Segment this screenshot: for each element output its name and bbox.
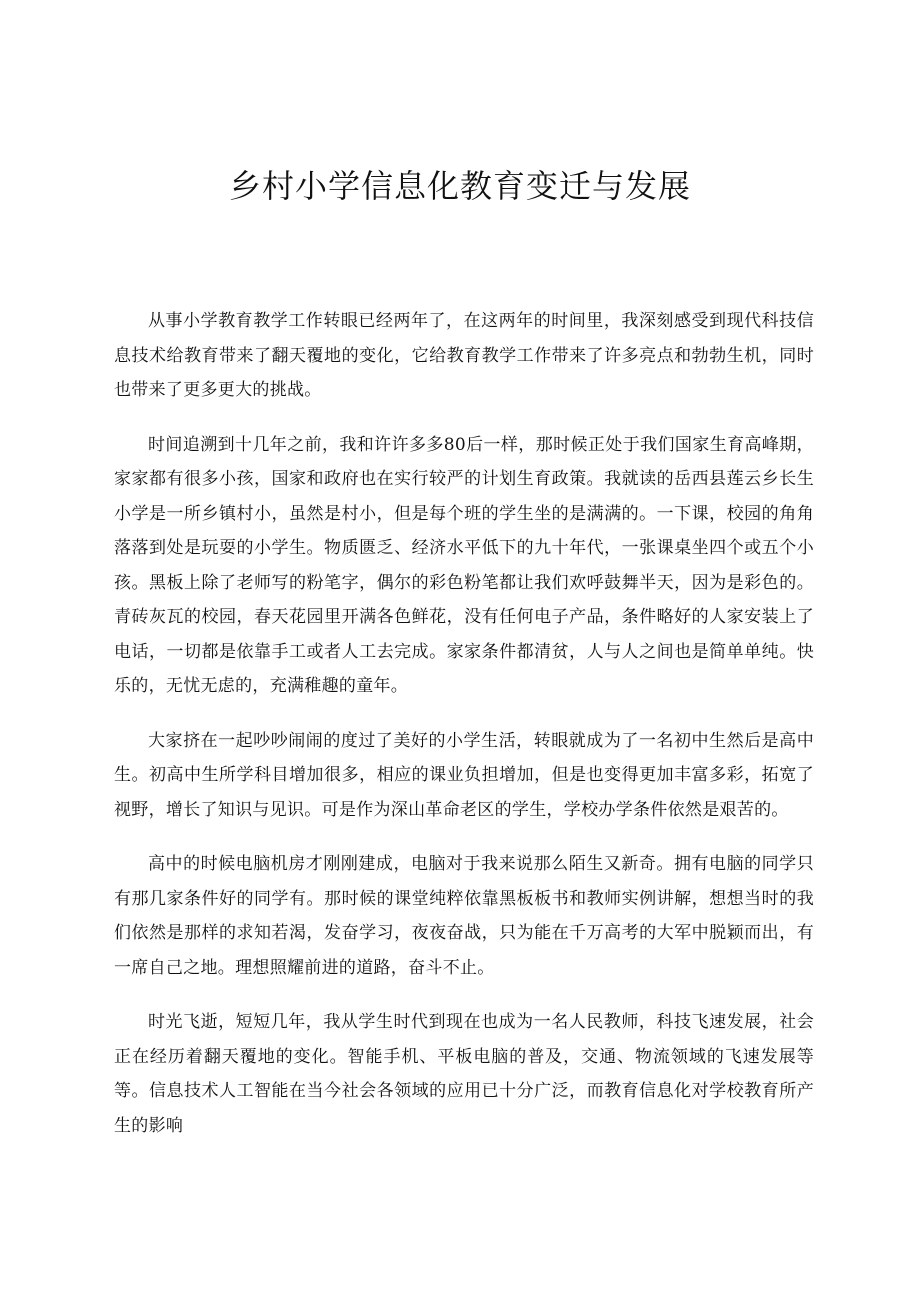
paragraph-1: 从事小学教育教学工作转眼已经两年了，在这两年的时间里，我深刻感受到现代科技信息技术给教育带来了翻天覆地的变化，它给教育教学工作带来了许多亮点和勃勃生机，同时也带来了更多更大的挑战。: [114, 311, 814, 400]
document-title: 乡村小学信息化教育变迁与发展: [228, 167, 691, 205]
paragraph-2: 时间追溯到十几年之前，我和许许多多80后一样，那时候正处于我们国家生育高峰期，家家都有很多小孩，国家和政府也在实行较严的计划生育政策。我就读的岳西县莲云乡长生小学是一所乡镇村小，虽然是村小，但是每个班的学生坐的是满满的。一下课，校园的角角落落到处是玩耍的小学生。物质匮乏、经济水平低下的九十年代，一张课桌坐四个或五个小孩。黑板上除了老师写的粉笔字，偶尔的彩色粉笔都让我们欢呼鼓舞半天，因为是彩色的。青砖灰瓦的校园，春天花园里开满各色鲜花，没有任何电子产品，条件略好的人家安装上了电话，一切都是依靠手工或者人工去完成。家家条件都清贫，人与人之间也是简单单纯。快乐的，无忧无虑的，充满稚趣的童年。: [114, 434, 814, 696]
paragraph-3: 大家挤在一起吵吵闹闹的度过了美好的小学生活，转眼就成为了一名初中生然后是高中生。初高中生所学科目增加很多，相应的课业负担增加，但是也变得更加丰富多彩，拓宽了视野，增长了知识与见识。可是作为深山革命老区的学生，学校办学条件依然是艰苦的。: [114, 730, 814, 820]
document-body: [114, 304, 814, 1163]
paragraph-5: 时光飞逝，短短几年，我从学生时代到现在也成为一名人民教师，科技飞速发展，社会正在经历着翻天覆地的变化。智能手机、平板电脑的普及，交通、物流领域的飞速发展等等。信息技术人工智能在当今社会各领域的应用已十分广泛，而教育信息化对学校教育所产生的影响: [114, 1012, 814, 1136]
paragraph-4: 高中的时候电脑机房才刚刚建成，电脑对于我来说那么陌生又新奇。拥有电脑的同学只有那几家条件好的同学有。那时候的课堂纯粹依靠黑板板书和教师实例讲解，想想当时的我们依然是那样的求知若渴，发奋学习，夜夜奋战，只为能在千万高考的大军中脱颖而出，有一席自己之地。理想照耀前进的道路，奋斗不止。: [114, 854, 814, 978]
